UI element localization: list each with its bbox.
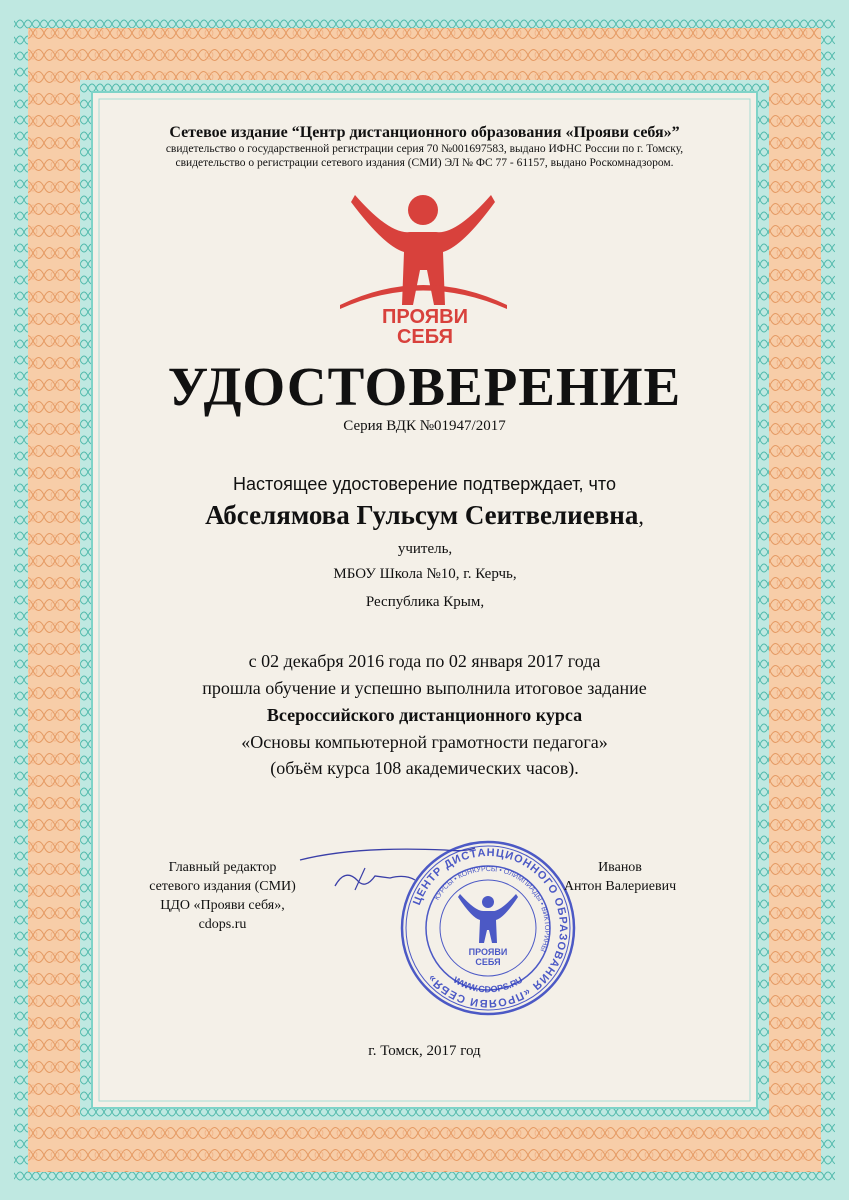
completion-text: прошла обучение и успешно выполнила итоговое задание xyxy=(202,678,647,698)
course-volume: (объём курса 108 академических часов). xyxy=(270,758,579,778)
signer-surname: Иванов xyxy=(598,860,642,875)
course-name: «Основы компьютерной грамотности педагога» xyxy=(241,732,608,752)
course-type: Всероссийского дистанционного курса xyxy=(266,705,583,725)
registration-line-2: свидетельство о регистрации сетевого издания (СМИ) ЭЛ № ФС 77 - 61157, выдано Роскомнадзором. xyxy=(175,157,674,169)
course-dates: с 02 декабря 2016 года по 02 января 2017 года xyxy=(248,651,601,671)
certificate-series: Серия ВДК №01947/2017 xyxy=(343,418,506,434)
signer-block xyxy=(545,858,695,896)
person-arms-up-icon xyxy=(340,195,507,309)
stamp-inner-text: КУРСЫ • КОНКУРСЫ • ОЛИМПИАДЫ • ВИКТОРИНЫ xyxy=(433,865,551,953)
stamp-bottom-text: WWW.CDOPS.RU xyxy=(451,974,525,995)
stamp-logo-line1: ПРОЯВИ xyxy=(468,947,508,957)
stamp-outer-text: ЦЕНТР ДИСТАНЦИОННОГО ОБРАЗОВАНИЯ «ПРОЯВИ СЕБЯ» xyxy=(411,846,570,1010)
editor-line-2: сетевого издания (СМИ) xyxy=(149,879,296,894)
person-name: Абселямова Гульсум Сеитвелиевна xyxy=(205,500,639,530)
position: учитель, xyxy=(397,541,453,557)
place-and-year: г. Томск, 2017 год xyxy=(368,1043,481,1059)
certificate-title: УДОСТОВЕРЕНИЕ xyxy=(167,356,682,417)
person-name-line xyxy=(0,500,849,531)
editor-line-4: cdops.ru xyxy=(198,917,247,932)
editor-line-1: Главный редактор xyxy=(168,860,277,875)
publisher-title: Сетевое издание “Центр дистанционного образования «Прояви себя»” xyxy=(169,124,680,141)
region: Республика Крым, xyxy=(365,594,485,610)
signer-name: Антон Валериевич xyxy=(563,879,677,894)
logo-text-line2: СЕБЯ xyxy=(396,326,454,345)
registration-line-1: свидетельство о государственной регистрации серия 70 №001697583, выдано ИФНС России по г. Томску, xyxy=(165,143,684,155)
stamp-logo-line2: СЕБЯ xyxy=(475,957,501,967)
logo xyxy=(335,180,515,345)
person-name-comma: , xyxy=(638,504,644,529)
stamp-person-icon xyxy=(458,894,518,943)
editor-line-3: ЦДО «Прояви себя», xyxy=(160,898,285,913)
svg-text:WWW.CDOPS.RU xyxy=(452,975,525,995)
confirm-text: Настоящее удостоверение подтверждает, что xyxy=(233,474,616,494)
school: МБОУ Школа №10, г. Керчь, xyxy=(333,566,517,582)
logo-text-line1: ПРОЯВИ xyxy=(382,306,468,328)
